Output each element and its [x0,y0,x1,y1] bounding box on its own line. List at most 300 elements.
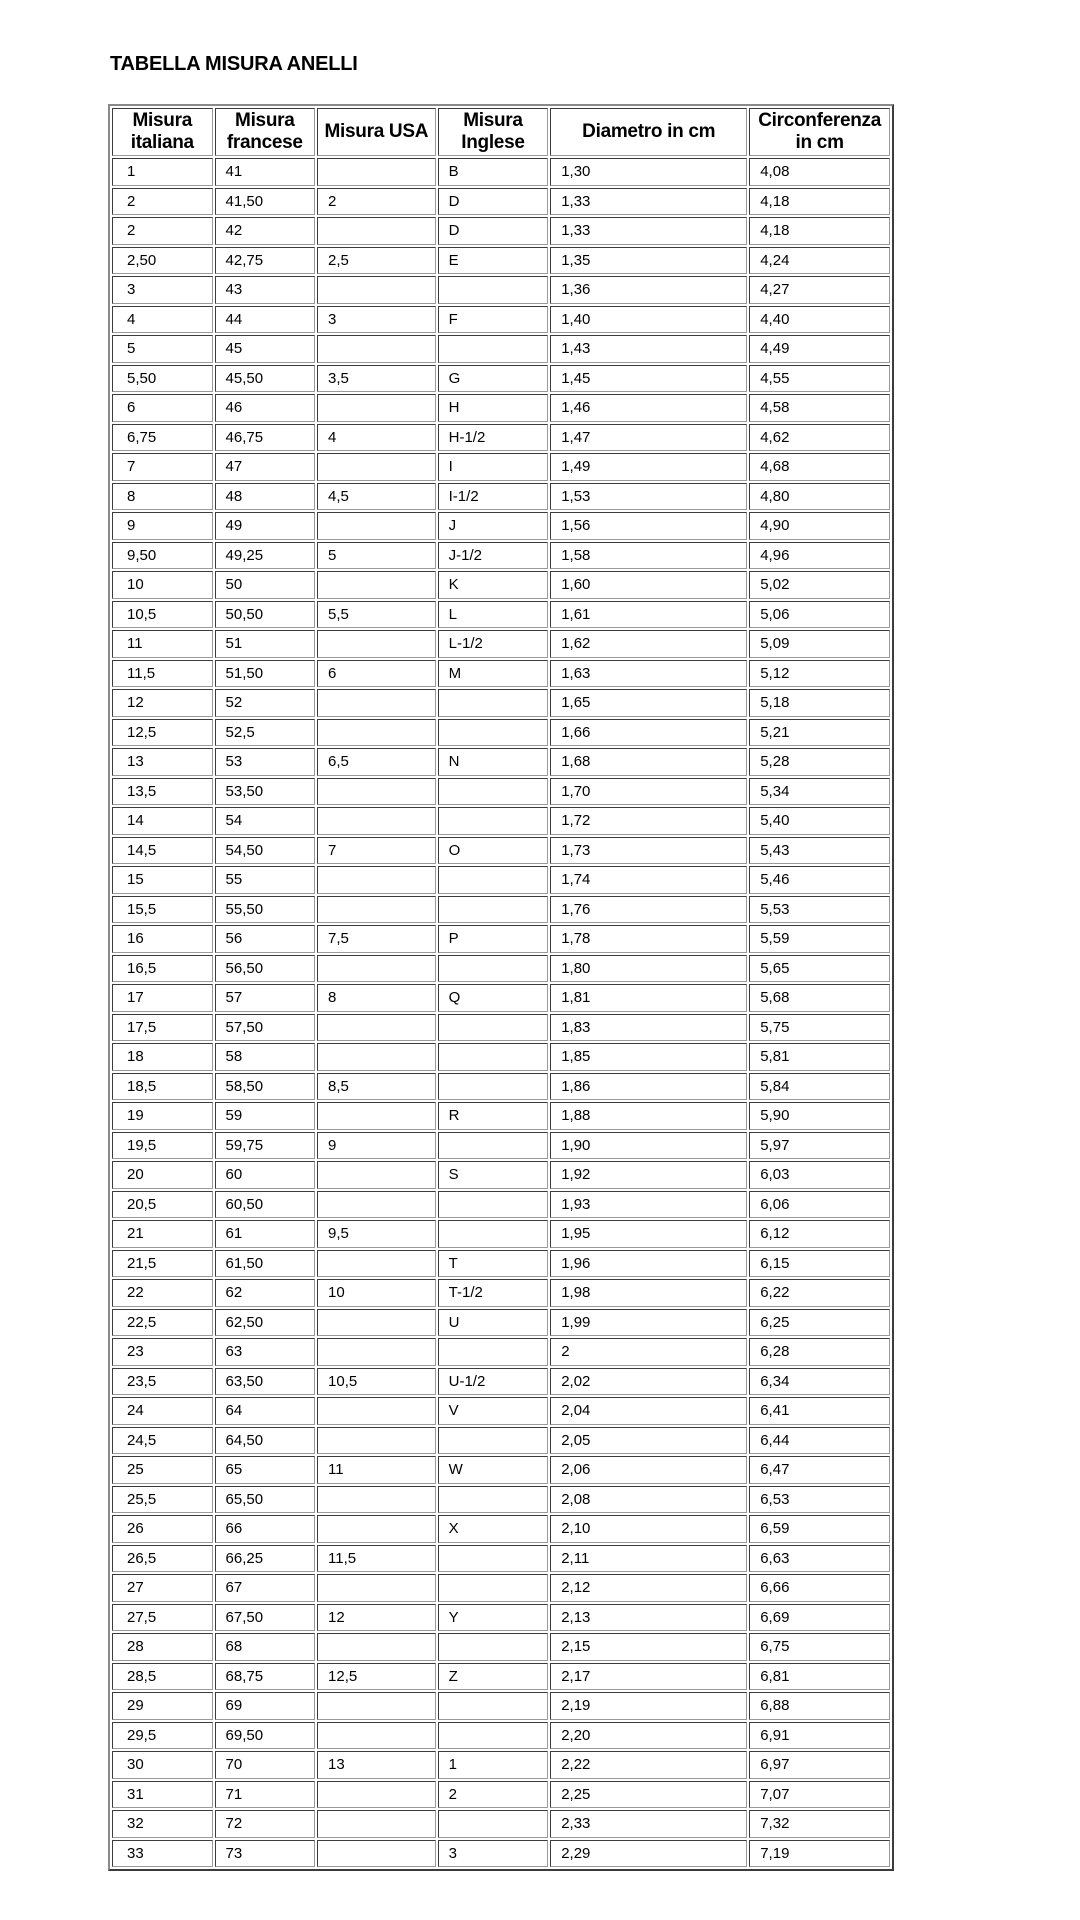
table-row [112,512,890,540]
cell-diameter: 2,02 [550,1368,747,1396]
cell-italian-size: 27,5 [112,1604,213,1632]
cell-english-size: U [438,1309,549,1337]
cell-usa-size: 3 [317,306,436,334]
cell-english-size: V [438,1397,549,1425]
cell-circumference: 4,90 [749,512,890,540]
table-row [112,1102,890,1130]
cell-circumference: 5,81 [749,1043,890,1071]
cell-italian-size: 27 [112,1574,213,1602]
cell-italian-size: 10,5 [112,601,213,629]
cell-diameter: 1,78 [550,925,747,953]
cell-french-size: 52,5 [215,719,316,747]
cell-french-size: 49,25 [215,542,316,570]
cell-english-size [438,1073,549,1101]
cell-italian-size: 19 [112,1102,213,1130]
cell-diameter: 1,58 [550,542,747,570]
cell-circumference: 5,06 [749,601,890,629]
cell-italian-size: 29 [112,1692,213,1720]
cell-italian-size: 2,50 [112,247,213,275]
cell-diameter: 1,96 [550,1250,747,1278]
cell-italian-size: 21,5 [112,1250,213,1278]
cell-french-size: 64 [215,1397,316,1425]
cell-diameter: 1,36 [550,276,747,304]
cell-circumference: 5,21 [749,719,890,747]
cell-french-size: 60,50 [215,1191,316,1219]
cell-usa-size [317,1161,436,1189]
cell-diameter: 1,99 [550,1309,747,1337]
header-diameter: Diametro in cm [550,108,747,156]
cell-french-size: 50,50 [215,601,316,629]
cell-circumference: 6,69 [749,1604,890,1632]
cell-italian-size: 28,5 [112,1663,213,1691]
cell-usa-size: 5,5 [317,601,436,629]
cell-italian-size: 11,5 [112,660,213,688]
cell-usa-size [317,1781,436,1809]
cell-usa-size [317,158,436,186]
ring-size-table [108,104,894,1871]
cell-english-size [438,955,549,983]
cell-circumference: 6,06 [749,1191,890,1219]
cell-french-size: 70 [215,1751,316,1779]
table-row [112,1132,890,1160]
cell-english-size: O [438,837,549,865]
cell-french-size: 45,50 [215,365,316,393]
cell-french-size: 47 [215,453,316,481]
cell-french-size: 64,50 [215,1427,316,1455]
cell-italian-size: 12 [112,689,213,717]
table-body [112,158,890,1867]
table-row [112,837,890,865]
cell-italian-size: 28 [112,1633,213,1661]
cell-english-size: 1 [438,1751,549,1779]
cell-circumference: 5,59 [749,925,890,953]
table-row [112,1633,890,1661]
table-row [112,1722,890,1750]
cell-italian-size: 29,5 [112,1722,213,1750]
cell-usa-size [317,1722,436,1750]
cell-circumference: 6,97 [749,1751,890,1779]
cell-english-size [438,1043,549,1071]
cell-circumference: 5,43 [749,837,890,865]
cell-french-size: 45 [215,335,316,363]
cell-italian-size: 4 [112,306,213,334]
cell-usa-size: 9 [317,1132,436,1160]
cell-diameter: 1,65 [550,689,747,717]
cell-circumference: 4,96 [749,542,890,570]
cell-french-size: 67 [215,1574,316,1602]
cell-french-size: 48 [215,483,316,511]
cell-french-size: 41 [215,158,316,186]
cell-usa-size: 12 [317,1604,436,1632]
cell-italian-size: 9,50 [112,542,213,570]
cell-french-size: 53,50 [215,778,316,806]
cell-circumference: 6,53 [749,1486,890,1514]
cell-diameter: 1,70 [550,778,747,806]
cell-english-size [438,1220,549,1248]
cell-circumference: 7,19 [749,1840,890,1868]
cell-italian-size: 7 [112,453,213,481]
cell-english-size: U-1/2 [438,1368,549,1396]
cell-italian-size: 6 [112,394,213,422]
cell-diameter: 1,56 [550,512,747,540]
cell-usa-size [317,778,436,806]
cell-french-size: 41,50 [215,188,316,216]
cell-diameter: 1,33 [550,188,747,216]
table-row [112,571,890,599]
table-row [112,483,890,511]
cell-diameter: 2 [550,1338,747,1366]
cell-french-size: 69 [215,1692,316,1720]
cell-french-size: 63,50 [215,1368,316,1396]
cell-italian-size: 17 [112,984,213,1012]
cell-french-size: 53 [215,748,316,776]
cell-french-size: 61,50 [215,1250,316,1278]
cell-diameter: 2,20 [550,1722,747,1750]
cell-usa-size: 13 [317,1751,436,1779]
cell-french-size: 63 [215,1338,316,1366]
cell-usa-size [317,1574,436,1602]
cell-usa-size [317,1250,436,1278]
table-row [112,896,890,924]
cell-circumference: 6,81 [749,1663,890,1691]
cell-english-size: T [438,1250,549,1278]
table-row [112,1161,890,1189]
cell-italian-size: 23 [112,1338,213,1366]
cell-diameter: 2,19 [550,1692,747,1720]
cell-usa-size [317,335,436,363]
table-row [112,1751,890,1779]
cell-circumference: 4,27 [749,276,890,304]
cell-french-size: 54 [215,807,316,835]
cell-english-size: S [438,1161,549,1189]
cell-english-size [438,1191,549,1219]
cell-french-size: 46,75 [215,424,316,452]
cell-french-size: 67,50 [215,1604,316,1632]
cell-diameter: 2,11 [550,1545,747,1573]
cell-english-size [438,335,549,363]
cell-italian-size: 16 [112,925,213,953]
cell-usa-size: 6 [317,660,436,688]
cell-italian-size: 13,5 [112,778,213,806]
cell-english-size: N [438,748,549,776]
cell-french-size: 57 [215,984,316,1012]
cell-italian-size: 16,5 [112,955,213,983]
cell-circumference: 5,02 [749,571,890,599]
cell-english-size: H [438,394,549,422]
cell-usa-size [317,1309,436,1337]
cell-italian-size: 24,5 [112,1427,213,1455]
cell-italian-size: 26 [112,1515,213,1543]
table-row [112,365,890,393]
cell-english-size: M [438,660,549,688]
cell-circumference: 6,41 [749,1397,890,1425]
cell-usa-size: 12,5 [317,1663,436,1691]
cell-diameter: 1,66 [550,719,747,747]
cell-usa-size [317,394,436,422]
cell-usa-size: 6,5 [317,748,436,776]
cell-usa-size [317,689,436,717]
cell-circumference: 6,47 [749,1456,890,1484]
table-row [112,1840,890,1868]
cell-french-size: 66 [215,1515,316,1543]
cell-circumference: 4,24 [749,247,890,275]
cell-english-size: P [438,925,549,953]
cell-usa-size [317,1692,436,1720]
cell-italian-size: 1 [112,158,213,186]
cell-usa-size: 11 [317,1456,436,1484]
cell-circumference: 5,75 [749,1014,890,1042]
cell-diameter: 1,98 [550,1279,747,1307]
cell-diameter: 1,76 [550,896,747,924]
cell-french-size: 68 [215,1633,316,1661]
cell-usa-size [317,1014,436,1042]
cell-italian-size: 8 [112,483,213,511]
table-row [112,689,890,717]
table-row [112,1279,890,1307]
cell-usa-size [317,1102,436,1130]
cell-usa-size [317,571,436,599]
cell-french-size: 69,50 [215,1722,316,1750]
cell-circumference: 5,97 [749,1132,890,1160]
cell-french-size: 55,50 [215,896,316,924]
table-row [112,188,890,216]
cell-usa-size: 11,5 [317,1545,436,1573]
table-row [112,1604,890,1632]
cell-diameter: 2,17 [550,1663,747,1691]
table-row [112,276,890,304]
cell-circumference: 6,25 [749,1309,890,1337]
cell-italian-size: 32 [112,1810,213,1838]
cell-usa-size: 5 [317,542,436,570]
cell-diameter: 1,80 [550,955,747,983]
cell-french-size: 59 [215,1102,316,1130]
cell-english-size [438,1574,549,1602]
cell-english-size [438,689,549,717]
cell-english-size: Q [438,984,549,1012]
cell-english-size [438,1486,549,1514]
table-row [112,866,890,894]
cell-usa-size: 10 [317,1279,436,1307]
table-row [112,660,890,688]
cell-usa-size [317,1427,436,1455]
header-usa-size: Misura USA [317,108,436,156]
cell-circumference: 6,44 [749,1427,890,1455]
cell-circumference: 4,68 [749,453,890,481]
cell-usa-size [317,1840,436,1868]
cell-diameter: 2,25 [550,1781,747,1809]
cell-english-size [438,719,549,747]
table-row [112,424,890,452]
cell-circumference: 4,55 [749,365,890,393]
cell-circumference: 5,40 [749,807,890,835]
cell-french-size: 49 [215,512,316,540]
cell-diameter: 1,63 [550,660,747,688]
cell-diameter: 2,13 [550,1604,747,1632]
cell-circumference: 7,07 [749,1781,890,1809]
cell-circumference: 5,28 [749,748,890,776]
cell-circumference: 6,28 [749,1338,890,1366]
table-header-row [112,108,890,156]
cell-english-size [438,866,549,894]
cell-english-size: D [438,217,549,245]
table-row [112,1663,890,1691]
cell-italian-size: 2 [112,217,213,245]
cell-diameter: 1,72 [550,807,747,835]
cell-diameter: 2,04 [550,1397,747,1425]
cell-usa-size: 3,5 [317,365,436,393]
cell-french-size: 65 [215,1456,316,1484]
cell-diameter: 1,74 [550,866,747,894]
table-row [112,453,890,481]
cell-english-size: T-1/2 [438,1279,549,1307]
cell-english-size [438,1722,549,1750]
table-row [112,1191,890,1219]
table-row [112,1692,890,1720]
cell-circumference: 6,66 [749,1574,890,1602]
cell-diameter: 1,85 [550,1043,747,1071]
table-row [112,158,890,186]
table-row [112,542,890,570]
table-row [112,1781,890,1809]
cell-circumference: 6,88 [749,1692,890,1720]
cell-diameter: 1,95 [550,1220,747,1248]
cell-italian-size: 26,5 [112,1545,213,1573]
cell-usa-size: 8,5 [317,1073,436,1101]
cell-italian-size: 19,5 [112,1132,213,1160]
cell-diameter: 1,43 [550,335,747,363]
table-row [112,1574,890,1602]
cell-usa-size [317,807,436,835]
cell-circumference: 4,58 [749,394,890,422]
table-row [112,1515,890,1543]
cell-italian-size: 20,5 [112,1191,213,1219]
cell-english-size [438,778,549,806]
cell-circumference: 7,32 [749,1810,890,1838]
cell-diameter: 1,88 [550,1102,747,1130]
cell-usa-size [317,719,436,747]
cell-french-size: 51,50 [215,660,316,688]
cell-italian-size: 14 [112,807,213,835]
table-row [112,217,890,245]
table-row [112,984,890,1012]
cell-italian-size: 14,5 [112,837,213,865]
cell-diameter: 1,49 [550,453,747,481]
cell-diameter: 1,60 [550,571,747,599]
header-french-size: Misura francese [215,108,316,156]
cell-diameter: 2,06 [550,1456,747,1484]
cell-usa-size [317,512,436,540]
table-row [112,247,890,275]
cell-italian-size: 11 [112,630,213,658]
cell-english-size: I [438,453,549,481]
table-row [112,778,890,806]
cell-usa-size [317,217,436,245]
cell-italian-size: 15 [112,866,213,894]
table-row [112,1545,890,1573]
cell-italian-size: 22 [112,1279,213,1307]
cell-diameter: 1,86 [550,1073,747,1101]
cell-circumference: 6,59 [749,1515,890,1543]
cell-usa-size: 4,5 [317,483,436,511]
table-row [112,748,890,776]
cell-french-size: 56 [215,925,316,953]
cell-usa-size [317,1043,436,1071]
cell-usa-size [317,896,436,924]
cell-english-size: L [438,601,549,629]
cell-english-size: Z [438,1663,549,1691]
cell-english-size: B [438,158,549,186]
table-row [112,306,890,334]
cell-english-size: J [438,512,549,540]
cell-diameter: 1,81 [550,984,747,1012]
cell-italian-size: 10 [112,571,213,599]
cell-usa-size: 9,5 [317,1220,436,1248]
table-row [112,1043,890,1071]
table-row [112,1073,890,1101]
cell-circumference: 5,12 [749,660,890,688]
cell-circumference: 6,91 [749,1722,890,1750]
cell-english-size [438,1132,549,1160]
cell-circumference: 6,03 [749,1161,890,1189]
cell-diameter: 2,22 [550,1751,747,1779]
cell-circumference: 5,53 [749,896,890,924]
cell-english-size: 2 [438,1781,549,1809]
cell-circumference: 5,84 [749,1073,890,1101]
cell-english-size [438,1338,549,1366]
cell-usa-size: 2 [317,188,436,216]
table-row [112,807,890,835]
cell-usa-size [317,1486,436,1514]
cell-usa-size [317,1515,436,1543]
cell-italian-size: 23,5 [112,1368,213,1396]
cell-diameter: 1,62 [550,630,747,658]
cell-diameter: 2,12 [550,1574,747,1602]
cell-english-size [438,1633,549,1661]
cell-french-size: 43 [215,276,316,304]
table-row [112,1456,890,1484]
cell-french-size: 44 [215,306,316,334]
cell-english-size [438,1014,549,1042]
cell-usa-size: 10,5 [317,1368,436,1396]
cell-italian-size: 20 [112,1161,213,1189]
cell-english-size [438,1810,549,1838]
table-row [112,335,890,363]
cell-french-size: 71 [215,1781,316,1809]
cell-italian-size: 24 [112,1397,213,1425]
cell-circumference: 5,90 [749,1102,890,1130]
table-row [112,719,890,747]
table-row [112,1220,890,1248]
cell-diameter: 1,30 [550,158,747,186]
cell-french-size: 73 [215,1840,316,1868]
table-row [112,1397,890,1425]
cell-french-size: 62,50 [215,1309,316,1337]
cell-diameter: 1,35 [550,247,747,275]
cell-italian-size: 33 [112,1840,213,1868]
table-row [112,630,890,658]
cell-italian-size: 13 [112,748,213,776]
cell-english-size: L-1/2 [438,630,549,658]
cell-diameter: 2,05 [550,1427,747,1455]
cell-italian-size: 12,5 [112,719,213,747]
cell-circumference: 6,63 [749,1545,890,1573]
cell-french-size: 62 [215,1279,316,1307]
cell-italian-size: 2 [112,188,213,216]
cell-italian-size: 25,5 [112,1486,213,1514]
cell-diameter: 1,68 [550,748,747,776]
cell-french-size: 60 [215,1161,316,1189]
cell-french-size: 57,50 [215,1014,316,1042]
